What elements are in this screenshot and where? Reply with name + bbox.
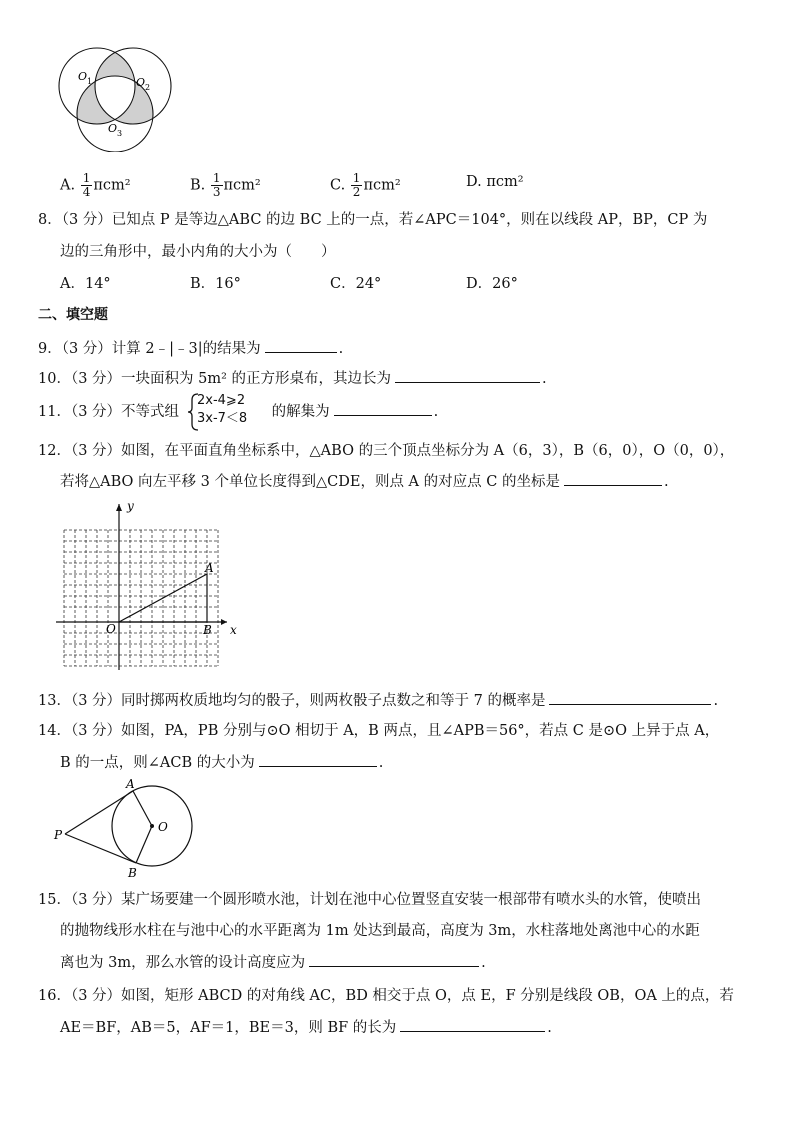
q10-end: .: [542, 371, 547, 387]
q16-end: .: [547, 1020, 552, 1036]
q15-line-3: [60, 952, 486, 973]
q8-option-d[interactable]: D．26°: [466, 276, 518, 292]
q13-text: 13．（3 分）同时掷两枚质地均匀的骰子，则两枚骰子点数之和等于 7 的概率是: [38, 693, 546, 709]
option-letter: B.: [190, 177, 206, 194]
q10: [38, 368, 547, 389]
q16-answer-blank[interactable]: [400, 1017, 545, 1032]
numerator: 1: [352, 171, 361, 185]
option-letter: A.: [60, 177, 76, 194]
label-o: O: [158, 820, 168, 834]
q8-option-c[interactable]: C．24°: [330, 276, 382, 292]
label-x: x: [230, 623, 237, 637]
q9: [38, 338, 343, 359]
y-axis-arrow-icon: [116, 504, 122, 511]
option-letter: C.: [330, 177, 346, 194]
label-o: O: [106, 622, 116, 636]
q8-line-2: 边的三角形中，最小内角的大小为（ ）: [60, 244, 336, 260]
q14-line-1: 14．（3 分）如图，PA，PB 分别与⊙O 相切于 A，B 两点，且∠APB＝56°，若点 C 是⊙O 上异于点 A，: [38, 723, 720, 739]
q12-line-1: 12．（3 分）如图，在平面直角坐标系中，△ABO 的三个顶点坐标分为 A（6，3），B（6，0），O（0，0），: [38, 443, 735, 459]
label-o3-sub: 3: [117, 129, 123, 138]
q11-inequality-1: 2x-4⩾2: [197, 393, 246, 408]
q11-end: .: [433, 404, 439, 420]
q15-line-2: 的抛物线形水柱在与池中心的水平距离为 1m 处达到最高，高度为 3m，水柱落地处离池中心的水距: [60, 923, 700, 939]
q13-answer-blank[interactable]: [549, 690, 711, 705]
coordinate-grid-figure: [55, 500, 255, 670]
denominator: 3: [212, 185, 221, 199]
tangent-pa: [65, 791, 133, 834]
tangent-circle-figure: [48, 776, 208, 880]
q11-suffix: 的解集为: [271, 404, 330, 420]
q13-end: .: [713, 693, 719, 709]
q9-answer-blank[interactable]: [265, 338, 337, 353]
q12-line-2-text: 若将△ABO 向左平移 3 个单位长度得到△CDE，则点 A 的对应点 C 的坐标是: [60, 474, 560, 490]
section-title: 二、填空题: [38, 307, 108, 323]
q14-answer-blank[interactable]: [259, 752, 377, 767]
grid-lines: [64, 530, 218, 666]
label-o3: O: [108, 122, 118, 135]
label-b: B: [203, 623, 212, 637]
fraction: [211, 172, 223, 199]
q11-prefix: 11．（3 分）不等式组: [38, 404, 180, 420]
q14-line-2: [60, 752, 383, 773]
q15-line-1: 15．（3 分）某广场要建一个圆形喷水池，计划在池中心位置竖直安装一根部带有喷水头的水管，使喷出: [38, 892, 702, 908]
three-circles-figure: [50, 40, 180, 152]
q8-line-1: 8．（3 分）已知点 P 是等边△ABC 的边 BC 上的一点，若∠APC＝104°，则在以线段 AP，BP，CP 为: [38, 212, 708, 228]
q12-line-2: [60, 471, 669, 492]
option-unit: πcm²: [486, 174, 524, 190]
label-y: y: [127, 500, 134, 513]
q12-end: .: [663, 474, 669, 490]
numerator: 1: [212, 171, 221, 185]
radius-oa: [133, 791, 152, 826]
label-b: B: [128, 866, 137, 880]
label-a: A: [205, 561, 214, 575]
option-unit: πcm²: [223, 177, 261, 194]
label-a: A: [126, 777, 135, 791]
q15-line-3-text: 离也为 3m，那么水管的设计高度应为: [60, 955, 306, 971]
numerator: 1: [82, 171, 91, 185]
q16-line-2: [60, 1017, 552, 1038]
label-o1-sub: 1: [87, 77, 93, 86]
q9-text: 9．（3 分）计算 2﹣|﹣3|的结果为: [38, 341, 261, 357]
shaded-region: [50, 40, 180, 152]
fraction: [81, 172, 93, 199]
radius-ob: [136, 826, 152, 863]
label-o2-sub: 2: [145, 83, 151, 92]
q7-option-c[interactable]: [330, 172, 401, 199]
x-axis-arrow-icon: [221, 619, 227, 625]
q15-end: .: [481, 955, 486, 971]
q7-option-a[interactable]: [60, 172, 131, 199]
q11-inequality-2: 3x-7＜8: [197, 411, 248, 426]
q10-answer-blank[interactable]: [395, 368, 540, 383]
q7-option-d[interactable]: [466, 172, 524, 192]
q15-answer-blank[interactable]: [309, 952, 479, 967]
q8-option-a[interactable]: A．14°: [60, 276, 111, 292]
q9-end: .: [338, 341, 344, 357]
q13: [38, 690, 718, 711]
q11-answer-blank[interactable]: [334, 401, 432, 416]
q8-option-b[interactable]: B．16°: [190, 276, 241, 292]
label-o1: O: [78, 70, 88, 83]
tangent-pb: [65, 834, 136, 863]
option-letter: D.: [466, 174, 482, 190]
q16-line-1: 16．（3 分）如图，矩形 ABCD 的对角线 AC，BD 相交于点 O，点 E，F 分别是线段 OB，OA 上的点，若: [38, 988, 734, 1004]
option-unit: πcm²: [93, 177, 131, 194]
q14-end: .: [378, 755, 384, 771]
label-p: P: [54, 828, 63, 842]
denominator: 4: [82, 185, 91, 199]
q10-text: 10．（3 分）一块面积为 5m² 的正方形桌布，其边长为: [38, 371, 392, 387]
q16-line-2-text: AE＝BF，AB＝5，AF＝1，BE＝3，则 BF 的长为: [60, 1020, 397, 1036]
denominator: 2: [352, 185, 361, 199]
label-o2: O: [136, 76, 146, 89]
q7-option-b[interactable]: [190, 172, 261, 199]
fraction: [351, 172, 363, 199]
center-dot: [150, 824, 154, 828]
option-unit: πcm²: [363, 177, 401, 194]
q14-line-2-text: B 的一点，则∠ACB 的大小为: [60, 755, 255, 771]
q12-answer-blank[interactable]: [564, 471, 662, 486]
